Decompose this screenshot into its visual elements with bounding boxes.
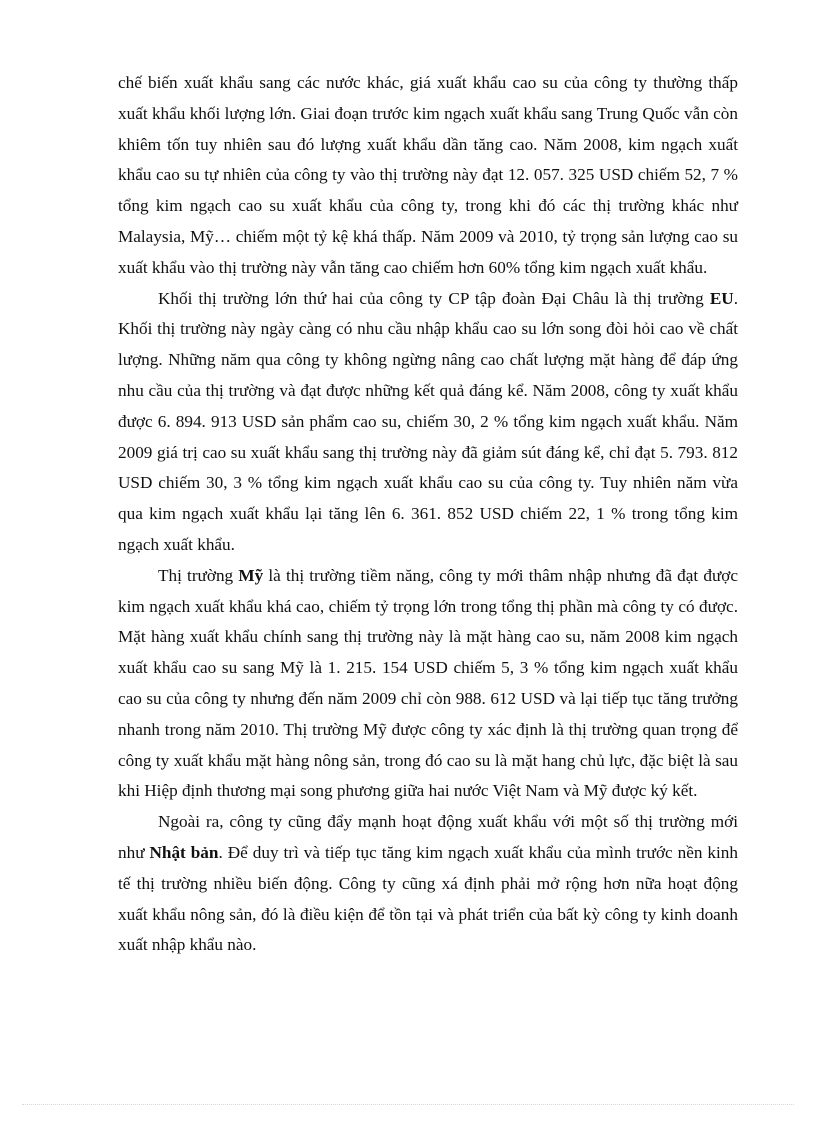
- document-body: [118, 68, 738, 961]
- paragraph-text: . Để duy trì và tiếp tục tăng kim ngạch xuất khẩu của mình trước nền kinh tế thị trường nhiều biến động. Công ty cũng xá định phải mở rộng hơn nữa hoạt động xuất khẩu nông sản, đó là điều kiện để tồn tại và phát triển của bất kỳ công ty kinh doanh xuất nhập khẩu nào.: [118, 842, 738, 955]
- market-name-japan: Nhật bản: [149, 842, 219, 862]
- paragraph-eu-market: [118, 284, 738, 561]
- paragraph-china-market: [118, 68, 738, 284]
- paragraph-text: chế biến xuất khẩu sang các nước khác, giá xuất khẩu cao su của công ty thường thấp xuất khẩu khối lượng lớn. Giai đoạn trước kim ngạch xuất khẩu sang Trung Quốc vẫn còn khiêm tốn tuy nhiên sau đó lượng xuất khẩu dần tăng cao. Năm 2008, kim ngạch xuất khẩu cao su tự nhiên của công ty vào thị trường này đạt 12. 057. 325 USD chiếm 52, 7 % tổng kim ngạch cao su xuất khẩu của công ty, trong khi đó các thị trường khác như Malaysia, Mỹ… chiếm một tỷ kệ khá thấp. Năm 2009 và 2010, tỷ trọng sản lượng cao su xuất khẩu vào thị trường này vẫn tăng cao chiếm hơn 60% tổng kim ngạch xuất khẩu.: [118, 73, 738, 277]
- paragraph-japan-market: [118, 807, 738, 961]
- market-name-eu: EU: [709, 288, 734, 308]
- paragraph-text: Thị trường: [158, 565, 239, 585]
- market-name-us: Mỹ: [238, 565, 264, 585]
- paragraph-text: Khối thị trường lớn thứ hai của công ty CP tập đoàn Đại Châu là thị trường: [158, 288, 710, 308]
- paragraph-text: Ngoài ra, công ty cũng đẩy mạnh hoạt động xuất khẩu với một số thị trường mới như: [118, 812, 738, 862]
- paragraph-text: là thị trường tiềm năng, công ty mới thâm nhập nhưng đã đạt được kim ngạch xuất khẩu khá cao, chiếm tỷ trọng lớn trong tổng thị phần mà công ty có được. Mặt hàng xuất khẩu chính sang thị trường này là mặt hàng cao su, năm 2008 kim ngạch xuất khẩu cao su sang Mỹ là 1. 215. 154 USD chiếm 5, 3 % tổng kim ngạch xuất khẩu cao su của công ty nhưng đến năm 2009 chỉ còn 988. 612 USD và lại tiếp tục tăng trưởng nhanh trong năm 2010. Thị trường Mỹ được công ty xác định là thị trường quan trọng để công ty xuất khẩu mặt hàng nông sản, trong đó cao su là mặt hang chủ lực, đặc biệt là sau khi Hiệp định thương mại song phương giữa hai nước Việt Nam và Mỹ được ký kết.: [118, 565, 738, 801]
- page-bottom-divider: [22, 1104, 794, 1105]
- paragraph-text: . Khối thị trường này ngày càng có nhu cầu nhập khẩu cao su lớn song đòi hỏi cao về chất lượng. Những năm qua công ty không ngừng nâng cao chất lượng mặt hàng để đáp ứng nhu cầu của thị trường và đạt được những kết quả đáng kể. Năm 2008, công ty xuất khẩu được 6. 894. 913 USD sản phẩm cao su, chiếm 30, 2 % tổng kim ngạch xuất khẩu. Năm 2009 giá trị cao su xuất khẩu sang thị trường này đã giảm sút đáng kể, chỉ đạt 5. 793. 812 USD chiếm 30, 3 % tổng kim ngạch xuất khẩu cao su của công ty. Tuy nhiên năm vừa qua kim ngạch xuất khẩu lại tăng lên 6. 361. 852 USD chiếm 22, 1 % trong tổng kim ngạch xuất khẩu.: [118, 288, 738, 554]
- paragraph-us-market: [118, 561, 738, 807]
